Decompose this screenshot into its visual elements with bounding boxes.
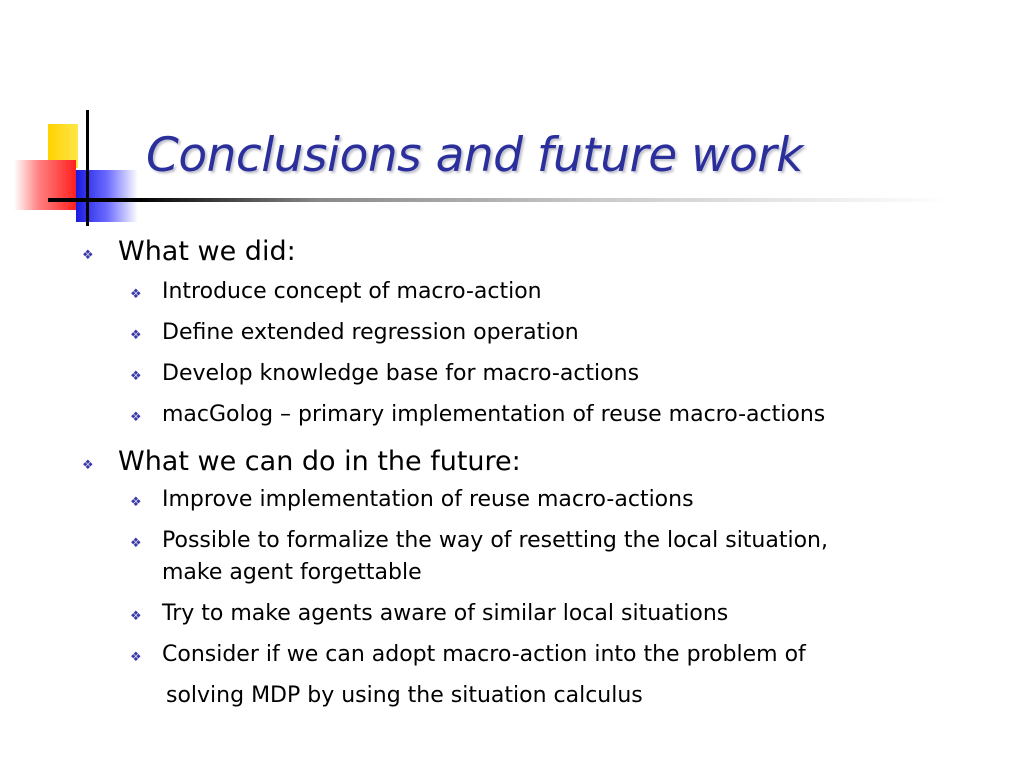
sub-bullet bbox=[80, 317, 980, 349]
sub-bullet-text: Introduce concept of macro-action bbox=[162, 279, 542, 304]
bullet-text: What we did: bbox=[118, 236, 296, 267]
diamond-bullet-icon: ❖ bbox=[82, 458, 94, 473]
sub-bullet bbox=[80, 399, 980, 431]
sub-bullet bbox=[80, 525, 980, 557]
logo-vertical-line bbox=[86, 110, 89, 226]
sub-bullet bbox=[80, 639, 980, 671]
sub-bullet-text: Improve implementation of reuse macro-actions bbox=[162, 487, 694, 512]
diamond-bullet-icon: ❖ bbox=[130, 410, 142, 425]
slide-body bbox=[80, 234, 980, 712]
sub-bullet-text: Define extended regression operation bbox=[162, 320, 579, 345]
diamond-bullet-icon: ❖ bbox=[130, 328, 142, 343]
logo-red-block bbox=[14, 160, 76, 210]
sub-bullet-text: Try to make agents aware of similar local situations bbox=[162, 601, 729, 626]
diamond-bullet-icon: ❖ bbox=[130, 536, 142, 551]
bullet-future bbox=[80, 444, 980, 480]
bullet-text: What we can do in the future: bbox=[118, 446, 521, 477]
diamond-bullet-icon: ❖ bbox=[82, 248, 94, 263]
diamond-bullet-icon: ❖ bbox=[130, 287, 142, 302]
sub-bullet-text: make agent forgettable bbox=[162, 560, 422, 585]
bullet-what-we-did bbox=[80, 234, 980, 270]
sub-bullet-text: Develop knowledge base for macro-actions bbox=[162, 361, 640, 386]
title-underline bbox=[48, 198, 948, 202]
diamond-bullet-icon: ❖ bbox=[130, 369, 142, 384]
sub-bullet-text: Consider if we can adopt macro-action into the problem of bbox=[162, 642, 806, 667]
slide-title: Conclusions and future work bbox=[146, 128, 803, 183]
diamond-bullet-icon: ❖ bbox=[130, 650, 142, 665]
sub-bullet-continuation bbox=[80, 680, 980, 712]
sub-bullet-text: macGolog – primary implementation of reuse macro-actions bbox=[162, 402, 826, 427]
sub-bullet bbox=[80, 358, 980, 390]
sub-bullet-continuation bbox=[80, 557, 980, 589]
sub-bullet-text: solving MDP by using the situation calculus bbox=[166, 683, 643, 708]
sub-bullet bbox=[80, 276, 980, 308]
diamond-bullet-icon: ❖ bbox=[130, 609, 142, 624]
sub-bullet bbox=[80, 598, 980, 630]
sub-bullet bbox=[80, 484, 980, 516]
sub-bullet-text: Possible to formalize the way of resetting the local situation, bbox=[162, 528, 828, 553]
diamond-bullet-icon: ❖ bbox=[130, 495, 142, 510]
